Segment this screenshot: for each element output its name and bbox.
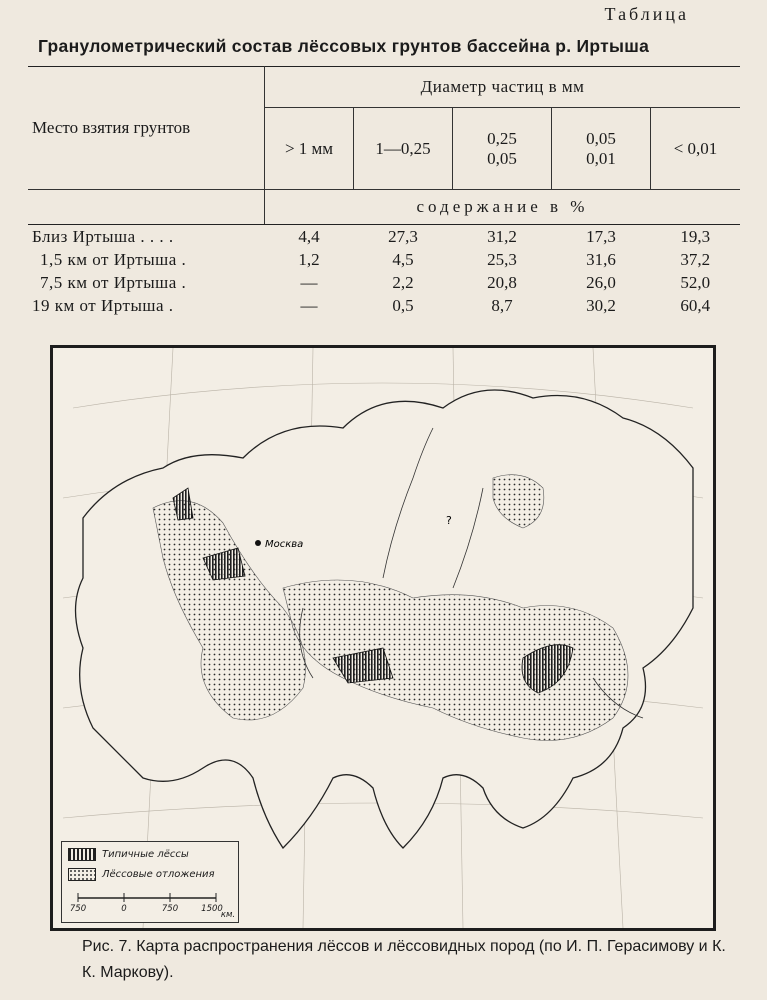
cell: 31,6 <box>586 249 616 269</box>
col-header-025-005: 0,25 0,05 <box>453 108 552 190</box>
legend-loess-label: Лёссовые отложения <box>102 869 215 880</box>
question-mark-label: ? <box>446 514 452 527</box>
cell: 4,5 <box>392 249 414 269</box>
col-header-lt001: < 0,01 <box>673 138 718 158</box>
moscow-label: Москва <box>265 539 304 550</box>
cell: 26,0 <box>586 272 616 292</box>
cell: — <box>300 272 318 292</box>
cell: 31,2 <box>487 226 517 246</box>
cell: 19,3 <box>680 226 711 246</box>
cell: 4,4 <box>298 226 320 246</box>
legend-typical <box>68 848 189 861</box>
place-column-header: Место взятия грунтов <box>28 67 265 190</box>
content-header: содержание в % <box>265 190 741 225</box>
row-place: Близ Иртыша . . . . <box>32 226 174 246</box>
col-header-005-001: 0,05 0,01 <box>552 108 651 190</box>
cell: 25,3 <box>487 249 517 269</box>
col-header-gt1: > 1 мм <box>265 108 354 190</box>
table-row <box>28 248 740 271</box>
table-label: Таблица <box>604 4 689 24</box>
table-row <box>28 225 740 249</box>
cell: 8,7 <box>491 295 513 315</box>
figure-caption: Рис. 7. Карта распространения лёссов и лёссовидных пород (по И. П. Герасимову и К. К. Маркову). <box>82 938 726 981</box>
row-place: 19 км от Иртыша . <box>32 295 174 315</box>
cell: 30,2 <box>586 295 616 315</box>
cell: 60,4 <box>680 295 711 315</box>
cell: 20,8 <box>487 272 517 292</box>
scale-tick: 750 <box>69 904 87 914</box>
cell: 0,5 <box>392 295 414 315</box>
table-row <box>28 294 740 317</box>
typical-loess-swatch <box>68 848 96 861</box>
row-place: 1,5 км от Иртыша . <box>40 249 187 269</box>
scale-bar <box>69 890 236 920</box>
cell: 37,2 <box>680 249 711 269</box>
cell: 2,2 <box>392 272 414 292</box>
cell: 17,3 <box>586 226 616 246</box>
legend-loess <box>68 868 215 881</box>
loess-map <box>50 345 716 931</box>
cell: 27,3 <box>388 226 418 246</box>
scale-unit: км. <box>220 910 236 920</box>
loess-deposit-swatch <box>68 868 96 881</box>
place-header-spacer <box>28 190 265 225</box>
granulometry-table <box>28 66 740 317</box>
map-legend <box>61 841 239 923</box>
scale-bar-line <box>76 890 226 904</box>
row-place: 7,5 км от Иртыша . <box>40 272 187 292</box>
diameter-group-header: Диаметр частиц в мм <box>265 67 741 108</box>
table-title: Гранулометрический состав лёссовых грунтов бассейна р. Иртыша <box>38 36 650 56</box>
table-row <box>28 271 740 294</box>
moscow-marker <box>255 540 261 546</box>
col-header-1-025: 1—0,25 <box>354 108 453 190</box>
cell: — <box>300 295 318 315</box>
cell: 52,0 <box>680 272 711 292</box>
scale-tick: 1500 <box>201 904 223 914</box>
legend-typical-label: Типичные лёссы <box>102 849 189 860</box>
scale-tick: 750 <box>161 904 179 914</box>
cell: 1,2 <box>298 249 320 269</box>
scale-tick: 0 <box>121 904 127 914</box>
